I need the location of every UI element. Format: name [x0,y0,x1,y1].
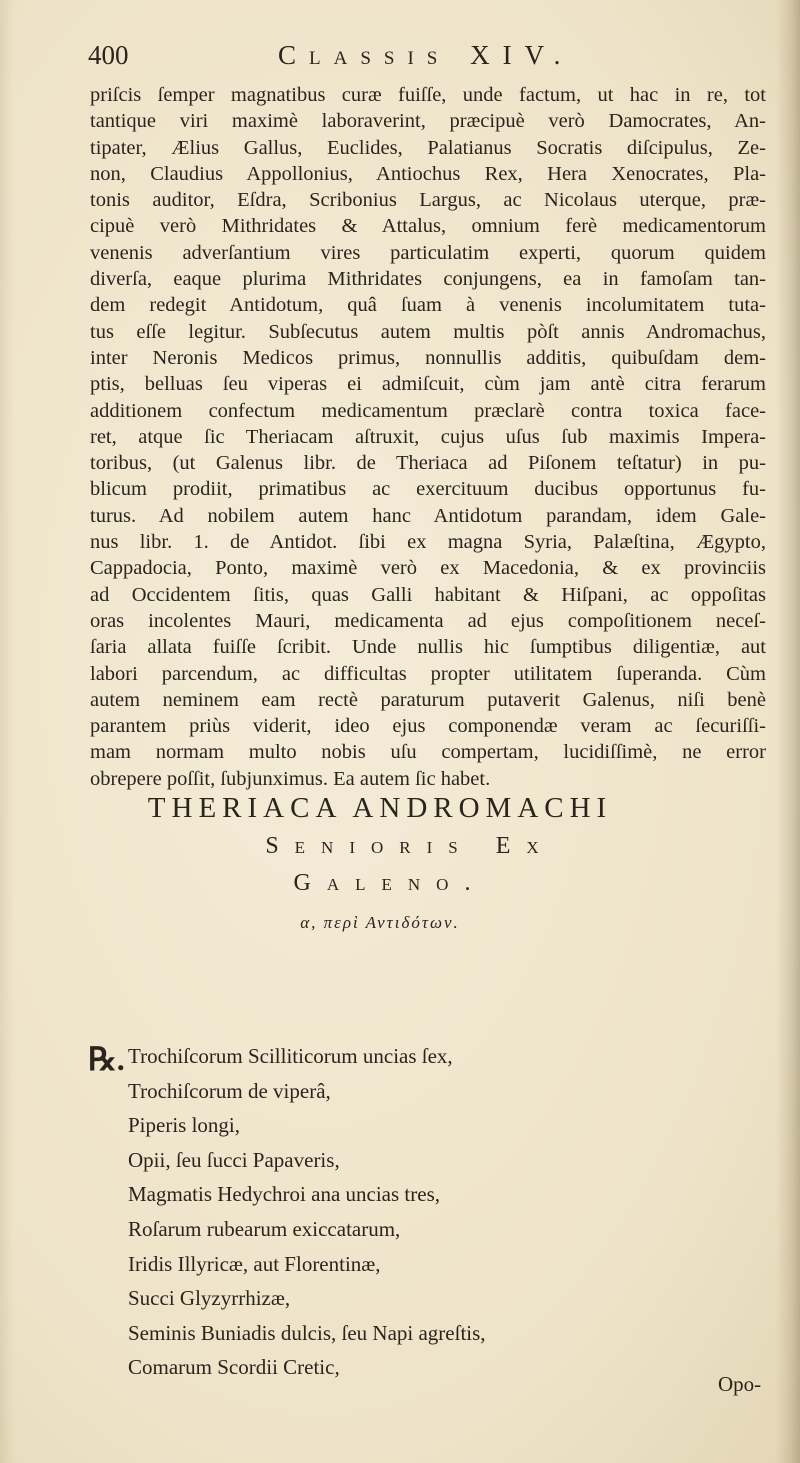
recipe-item: Iridis Illyricæ, aut Florentinæ, [128,1251,381,1276]
text-line: toribus, (ut Galenus libr. de Theriaca ad Piſonem teſtatur) in pu- [90,452,766,475]
text-line: diverſa, eaque plurima Mithridates conjungens, ea in famoſam tan- [90,268,766,291]
catchword: Opo- [718,1372,762,1396]
recipe-item: Trochiſcorum de viperâ, [128,1078,331,1103]
text-line: cipuè verò Mithridates & Attalus, omnium ferè medicamentorum [90,215,766,238]
text-line: tipater, Ælius Gallus, Euclides, Palatianus Socratis diſcipulus, Ze- [90,136,766,159]
recipe-symbol: ℞. [88,1041,125,1077]
text-line: autem neminem eam rectè paraturum putaverit Galenus, niſi benè [90,688,766,711]
text-line: inter Neronis Medicos primus, nonnullis additis, quibuſdam dem- [90,346,766,369]
text-line: dem redegit Antidotum, quâ ſuam à venenis incolumitatem tuta- [90,294,766,317]
text-line: tus eſſe legitur. Subſecutus autem multis pòſt annis Andromachus, [90,320,766,343]
text-line: oras incolentes Mauri, medicamenta ad ejus compoſitionem neceſ- [90,609,766,632]
recipe-item: Comarum Scordii Cretic, [128,1355,340,1380]
text-line: turus. Ad nobilem autem hanc Antidotum parandam, idem Gale- [90,504,766,527]
text-line: parantem priùs viderit, ideo ejus componendæ veram ac ſecuriſſi- [90,715,766,738]
text-line: ret, atque ſic Theriacam aſtruxit, cujus uſus ſub maximis Impera- [90,425,766,448]
text-line: obrepere poſſit, ſubjunximus. Ea autem ſic habet. [90,767,491,790]
text-line: blicum prodiit, primatibus ac exercituum ducibus opportunus fu- [90,478,766,501]
recipe-item: Magmatis Hedychroi ana uncias tres, [128,1182,440,1207]
text-line: venenis adverſantium vires particulatim experti, quorum quidem [90,241,766,264]
text-line: Cappadocia, Ponto, maximè verò ex Macedonia, & ex provinciis [90,557,766,580]
section-source: Galeno. [293,870,487,896]
text-line: tonis auditor, Eſdra, Scribonius Largus, ac Nicolaus uterque, præ- [90,189,766,212]
page-gutter-shadow [0,0,14,1463]
recipe-item: Succi Glyzyrrhizæ, [128,1286,291,1311]
text-line: priſcis ſemper magnatibus curæ fuiſſe, unde factum, ut hac in re, tot [90,84,766,106]
section-title: THERIACA ANDROMACHI [147,792,613,824]
recipe-item: Seminis Buniadis dulcis, ſeu Napi agreſtis, [128,1320,486,1345]
text-line: ad Occidentem ſitis, quas Galli habitant & Hiſpani, ac oppoſitas [90,583,766,606]
text-line: additionem confectum medicamentum præclarè contra toxica face- [90,399,766,422]
recipe-item: Piperis longi, [128,1113,241,1138]
running-title: Classis XIV. [278,40,574,70]
main-paragraph [90,82,766,792]
text-line: ptis, belluas ſeu viperas ei admiſcuit, cùm jam antè citra ferarum [90,373,766,396]
page-edge-shadow [776,0,800,1463]
text-line: non, Claudius Appollonius, Antiochus Rex, Hera Xenocrates, Pla- [90,162,766,185]
recipe-item: Trochiſcorum Scilliticorum uncias ſex, [128,1044,453,1068]
text-line: labori parcendum, ac difficultas propter utilitatem ſuperanda. Cùm [90,662,766,685]
text-line: tantique viri maximè laboraverint, præcipuè verò Damocrates, An- [90,110,766,133]
text-line: mam normam multo nobis uſu compertam, lucidiſſimè, ne error [90,741,766,764]
recipe-item: Roſarum rubearum exiccatarum, [128,1217,401,1241]
text-line: nus libr. 1. de Antidot. ſibi ex magna Syria, Palæſtina, Ægypto, [90,531,766,554]
text-line: ſaria allata fuiſſe ſcribit. Unde nullis hic ſumptibus diligentiæ, aut [90,636,766,659]
page-header [88,40,728,80]
greek-reference: α, περὶ Αντιδότων. [300,913,460,932]
section-subtitle: Senioris Ex [265,833,555,859]
recipe-item: Opii, ſeu ſucci Papaveris, [128,1147,340,1172]
page-number: 400 [88,40,129,70]
